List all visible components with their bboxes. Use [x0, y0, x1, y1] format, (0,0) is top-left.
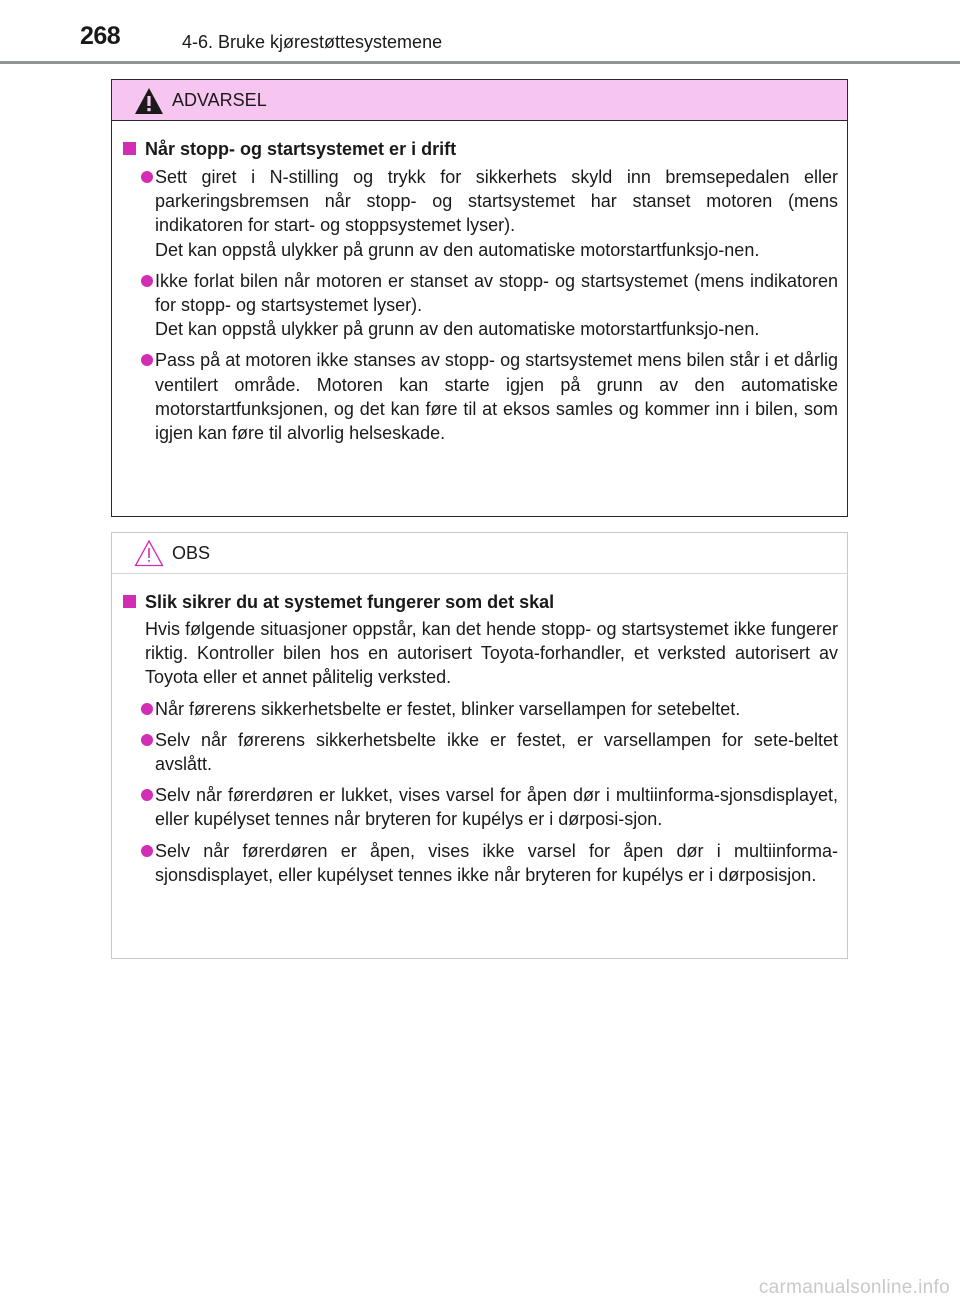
list-item-text: Det kan oppstå ulykker på grunn av den automatiske motorstartfunksjo-nen.: [155, 239, 760, 260]
warning-topic: [121, 137, 838, 161]
list-item-text: Selv når førerdøren er lukket, vises varsel for åpen dør i multiinforma-sjonsdisplayet, eller kupélyset tennes når bryteren for kupélys er i dørposi-sjon.: [155, 785, 838, 830]
circle-bullet-icon: [141, 845, 153, 857]
list-item-text: Selv når førerdøren er åpen, vises ikke varsel for åpen dør i multiinforma-sjonsdisplayet, eller kupélyset tennes ikke når bryteren for kupélys er i dørposisjon.: [155, 840, 838, 885]
list-item-text: Når førerens sikkerhetsbelte er festet, blinker varsellampen for setebeltet.: [155, 698, 741, 719]
list-item: [121, 165, 838, 262]
warning-box-body: [112, 121, 847, 445]
circle-bullet-icon: [141, 789, 153, 801]
list-item-text: Det kan oppstå ulykker på grunn av den automatiske motorstartfunksjo-nen.: [155, 319, 760, 340]
circle-bullet-icon: [141, 275, 153, 287]
notice-box-header: [112, 533, 847, 574]
notice-topic-text: Slik sikrer du at systemet fungerer som det skal: [145, 592, 555, 612]
list-item: [121, 728, 838, 776]
circle-bullet-icon: [141, 734, 153, 746]
page-header: [0, 0, 960, 66]
list-item: [121, 839, 838, 887]
caution-triangle-icon: [134, 539, 164, 567]
notice-topic: [121, 590, 838, 614]
notice-label: OBS: [172, 543, 211, 563]
square-bullet-icon: [123, 595, 136, 608]
header-rule: [0, 61, 960, 64]
page-number: 268: [80, 22, 121, 50]
circle-bullet-icon: [141, 171, 153, 183]
list-item: [121, 348, 838, 445]
list-item: [121, 269, 838, 342]
list-item-text: Selv når førerens sikkerhetsbelte ikke er festet, er varsellampen for sete-beltet avslått.: [155, 729, 838, 775]
warning-box: [111, 79, 848, 517]
square-bullet-icon: [123, 142, 136, 155]
list-item-text: Sett giret i N-stilling og trykk for sikkerhets skyld inn bremsepedalen eller parkeringsbremsen når stopp- og startsystemet har stanset motoren (mens indikatoren for start- og stoppsystemet lyser).: [155, 167, 838, 236]
watermark: carmanualsonline.info: [758, 1277, 950, 1298]
list-item-text: Pass på at motoren ikke stanses av stopp- og startsystemet mens bilen står i et dårlig ventilert område. Motoren kan starte igjen på grunn av den automatiske motorstartfunksjonen, og det kan føre til at eksos samles og kommer inn i bilen, som igjen kan føre til alvorlig helseskade.: [155, 350, 838, 444]
circle-bullet-icon: [141, 703, 153, 715]
list-item: [121, 783, 838, 831]
notice-box: [111, 532, 848, 959]
warning-box-header: [112, 80, 847, 121]
warning-topic-text: Når stopp- og startsystemet er i drift: [145, 139, 457, 159]
notice-intro: Hvis følgende situasjoner oppstår, kan det hende stopp- og startsystemet ikke fungerer riktig. Kontroller bilen hos en autorisert Toyota-forhandler, et verksted autorisert av Toyota eller et annet pålitelig verksted.: [145, 619, 838, 688]
notice-box-body: [112, 574, 847, 887]
warning-label: ADVARSEL: [172, 90, 267, 110]
list-item-text: Ikke forlat bilen når motoren er stanset av stopp- og startsystemet (mens indikatoren for stopp- og startsystemet lyser).: [155, 270, 838, 316]
warning-triangle-icon: [134, 87, 164, 115]
section-title: 4-6. Bruke kjørestøttesystemene: [182, 32, 443, 52]
circle-bullet-icon: [141, 354, 153, 366]
list-item: [121, 697, 838, 721]
